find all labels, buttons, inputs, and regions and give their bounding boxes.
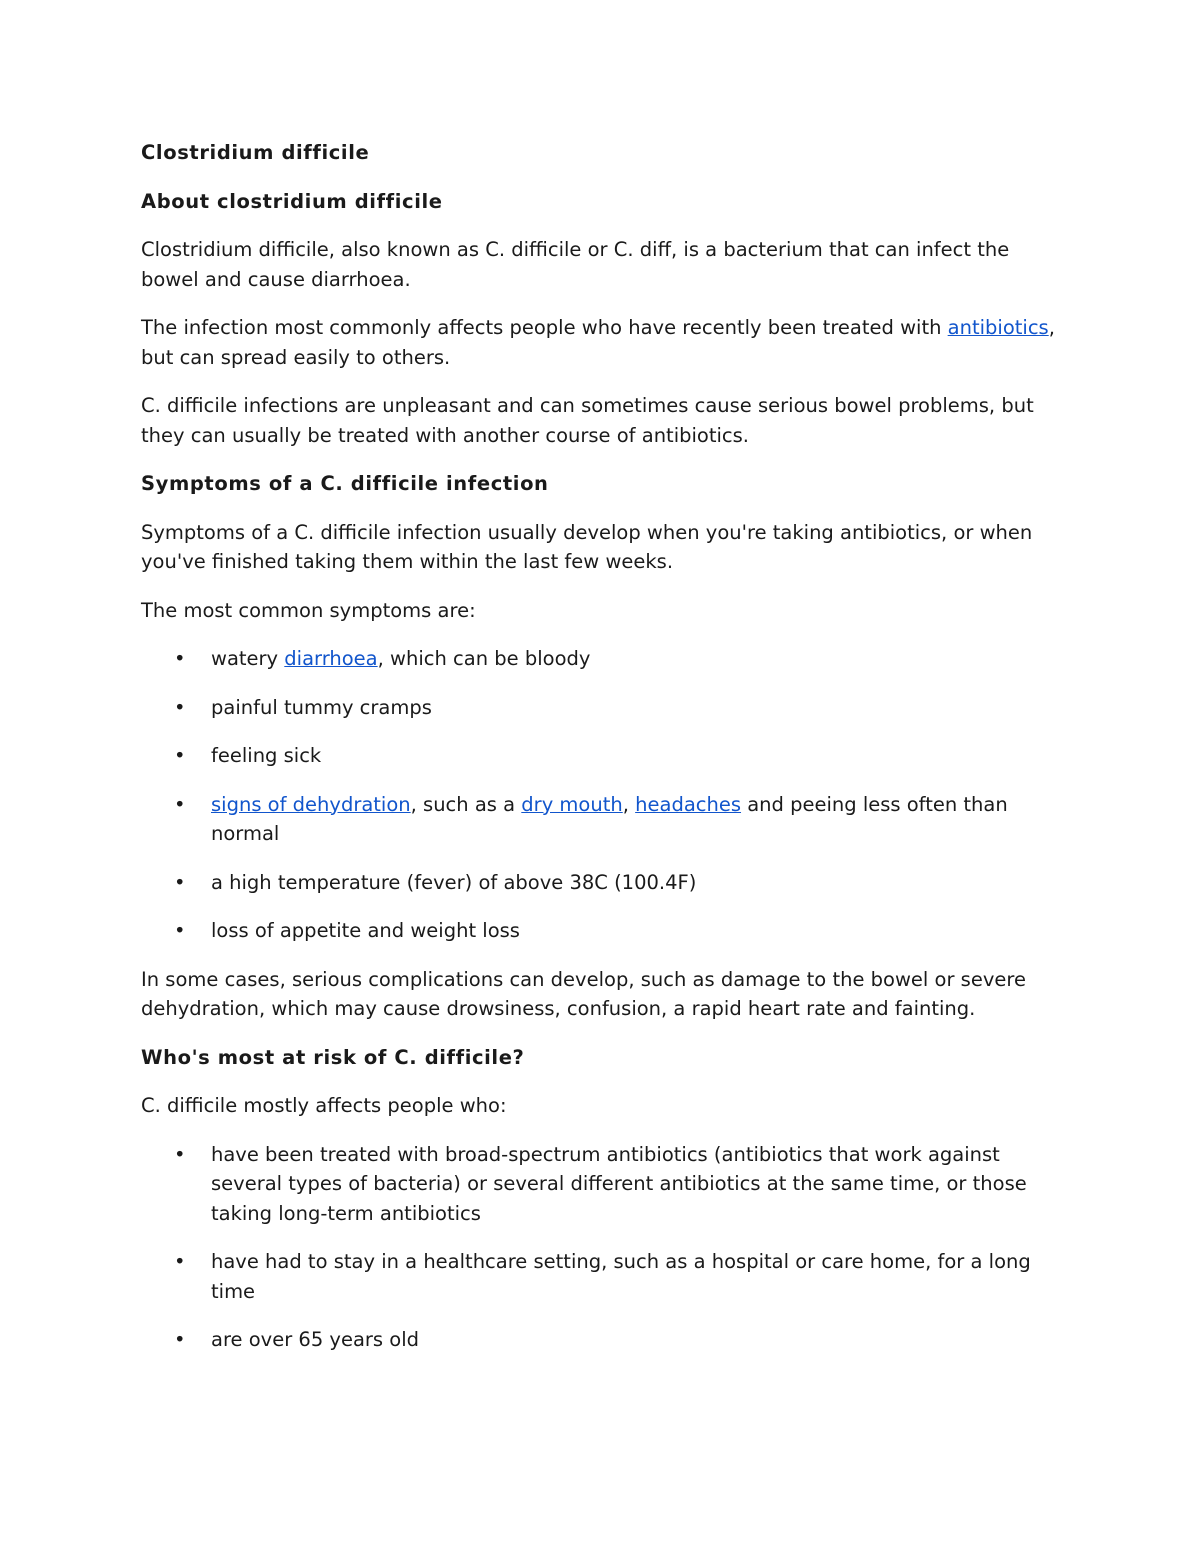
risk-list [141, 1140, 1061, 1355]
bullet-icon: • [174, 744, 186, 767]
bullet-icon: • [174, 1328, 186, 1351]
list-item [141, 1140, 1061, 1229]
list-item-text: , [622, 792, 636, 816]
list-item [141, 1325, 1061, 1355]
list-item-text: watery [211, 647, 285, 670]
symptoms-list [141, 644, 1061, 946]
list-item-text: , such as a [410, 792, 522, 816]
headaches-link[interactable]: headaches [635, 792, 742, 816]
bullet-icon: • [174, 792, 186, 816]
risk-heading: Who's most at risk of C. difficile? [141, 1045, 525, 1069]
list-item-text: loss of appetite and weight loss [211, 919, 520, 942]
document-page [141, 138, 1061, 1374]
bullet-icon: • [174, 870, 186, 894]
dry-mouth-link[interactable]: dry mouth [521, 792, 623, 816]
about-paragraph-2-text-before: The infection most commonly affects people who have recently been treated with [141, 316, 948, 339]
list-item-text: a high temperature (fever) of above 38C (100.4F) [211, 870, 697, 894]
list-item-text: and peeing less often than normal [211, 792, 1008, 845]
bullet-icon: • [174, 1142, 186, 1166]
about-paragraph-2-text-after: , but can spread easily to others. [141, 316, 1055, 369]
list-item [141, 693, 1061, 723]
list-item [141, 1247, 1061, 1306]
list-item-text: are over 65 years old [211, 1328, 420, 1351]
document-title: Clostridium difficile [141, 141, 370, 164]
risk-paragraph-1: C. difficile mostly affects people who: [141, 1094, 507, 1117]
list-item-text: have had to stay in a healthcare setting, such as a hospital or care home, for a long time [211, 1250, 1031, 1303]
bullet-icon: • [174, 695, 186, 719]
list-item [141, 868, 1061, 898]
bullet-icon: • [174, 647, 186, 670]
symptoms-heading: Symptoms of a C. difficile infection [141, 472, 549, 495]
signs-of-dehydration-link[interactable]: signs of dehydration [211, 792, 411, 816]
list-item [141, 790, 1061, 849]
list-item-text: painful tummy cramps [211, 695, 432, 719]
diarrhoea-link[interactable]: diarrhoea [284, 647, 378, 670]
bullet-icon: • [174, 1250, 186, 1273]
list-item-text: , which can be bloody [377, 647, 591, 670]
about-paragraph-3: C. difficile infections are unpleasant and can sometimes cause serious bowel problems, but they can usually be treated with another course of antibiotics. [141, 394, 1034, 447]
list-item [141, 644, 1061, 674]
list-item [141, 916, 1061, 946]
about-heading: About clostridium difficile [141, 189, 443, 213]
bullet-icon: • [174, 919, 186, 942]
about-paragraph-2 [141, 313, 1061, 372]
symptoms-paragraph-1: Symptoms of a C. difficile infection usually develop when you're taking antibiotics, or when you've finished taking them within the last few weeks. [141, 520, 1033, 573]
about-paragraph-1: Clostridium difficile, also known as C. difficile or C. diff, is a bacterium that can infect the bowel and cause diarrhoea. [141, 238, 1010, 291]
antibiotics-link[interactable]: antibiotics [947, 316, 1049, 339]
symptoms-paragraph-2: The most common symptoms are: [141, 598, 476, 622]
list-item [141, 741, 1061, 771]
list-item-text: feeling sick [211, 744, 322, 767]
symptoms-paragraph-3: In some cases, serious complications can develop, such as damage to the bowel or severe dehydration, which may cause drowsiness, confusion, a rapid heart rate and fainting. [141, 967, 1026, 1020]
list-item-text: have been treated with broad-spectrum antibiotics (antibiotics that work against several types of bacteria) or several different antibiotics at the same time, or those taking long-term antibiotics [211, 1142, 1027, 1225]
